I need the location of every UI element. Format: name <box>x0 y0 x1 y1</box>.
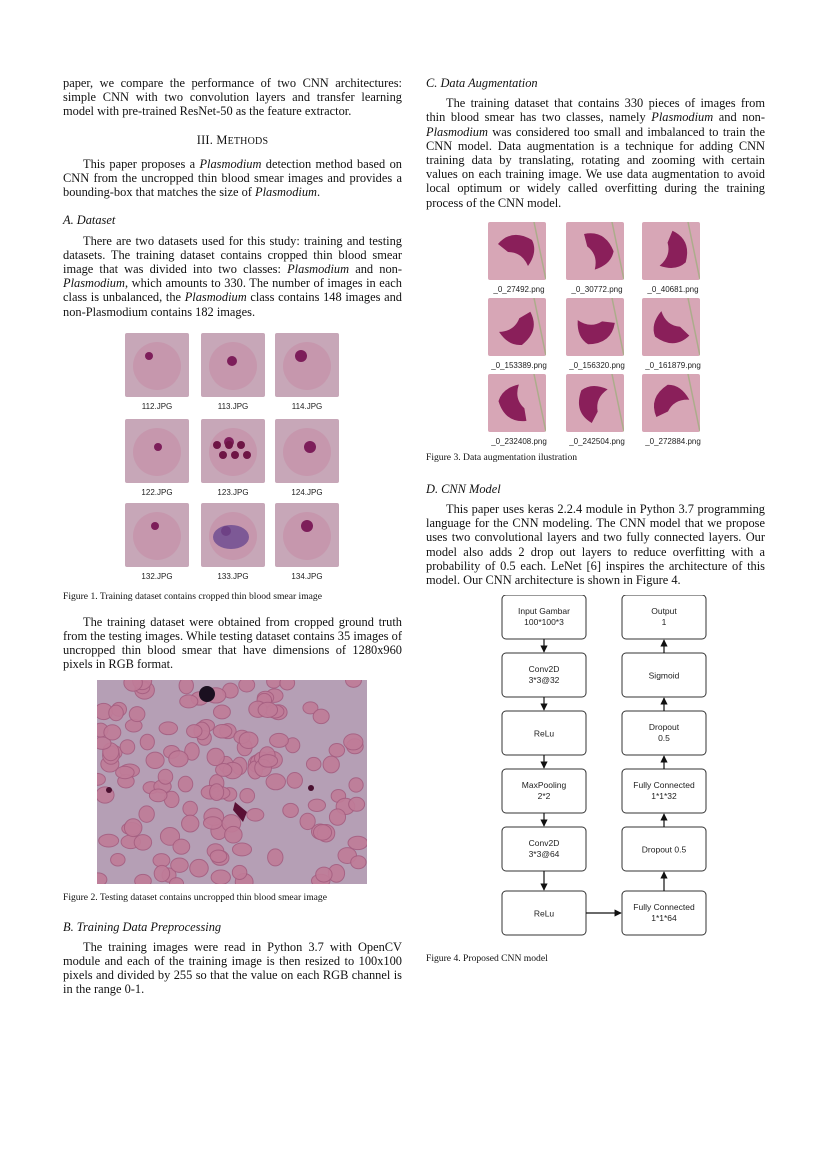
svg-text:100*100*3: 100*100*3 <box>524 617 564 628</box>
crop-label: 122.JPG <box>141 487 173 497</box>
crop-image <box>275 333 339 397</box>
figure-4-caption: Figure 4. Proposed CNN model <box>426 953 548 965</box>
preprocessing-heading: B. Training Data Preprocessing <box>63 919 222 934</box>
training-crop-tile <box>201 333 265 413</box>
training-crop-tile <box>201 503 265 583</box>
crop-image <box>201 419 265 483</box>
training-crop-tile <box>275 503 339 583</box>
figure-4 <box>426 595 765 947</box>
training-crop-tile <box>125 333 189 413</box>
figure-2 <box>63 680 402 886</box>
augmented-tile <box>566 374 636 448</box>
augmented-tile <box>642 222 712 296</box>
layer-box-left <box>502 595 586 639</box>
svg-text:Sigmoid: Sigmoid <box>648 670 680 681</box>
svg-text:Conv2D: Conv2D <box>528 664 560 675</box>
crop-label: 112.JPG <box>141 401 173 411</box>
svg-text:Fully Connected: Fully Connected <box>633 780 695 791</box>
svg-text:Conv2D: Conv2D <box>528 838 560 849</box>
layer-box-right <box>622 827 706 871</box>
svg-text:Fully Connected: Fully Connected <box>633 902 695 913</box>
augmented-label: _0_30772.png <box>571 284 623 294</box>
augmented-tile <box>642 374 712 448</box>
augmented-image <box>488 298 546 356</box>
crop-image <box>125 333 189 397</box>
figure-3 <box>426 222 765 450</box>
training-crop-tile <box>201 419 265 499</box>
left-column <box>63 76 402 997</box>
augmented-label: _0_232408.png <box>491 436 547 446</box>
training-crop-tile <box>275 419 339 499</box>
svg-text:1: 1 <box>661 617 667 628</box>
augmented-tile <box>488 222 558 296</box>
crop-label: 123.JPG <box>217 487 249 497</box>
intro-paragraph: paper, we compare the performance of two CNN architectures: simple CNN with two convolution layers and transfer learning model with pre-trained ResNet-50 as the feature extractor. <box>63 76 402 119</box>
crop-image <box>125 419 189 483</box>
svg-text:MaxPooling: MaxPooling <box>521 780 567 791</box>
svg-text:ReLu: ReLu <box>533 908 555 919</box>
augmented-image <box>488 374 546 432</box>
crop-label: 134.JPG <box>291 571 323 581</box>
svg-text:2*2: 2*2 <box>537 791 551 802</box>
dataset-heading: A. Dataset <box>63 213 116 228</box>
augmented-image <box>642 222 700 280</box>
augmented-image <box>566 298 624 356</box>
dataset-paragraph-2: The training dataset were obtained from cropped ground truth from the testing images. While testing dataset contains 35 images of uncropped thin blood smear that have dimensions of 1280x960 pixels in RGB format. <box>63 614 402 672</box>
section-title: III. METHODS <box>196 132 269 147</box>
training-crop-tile <box>275 333 339 413</box>
figure-3-caption: Figure 3. Data augmentation ilustration <box>426 451 578 463</box>
figure-1-caption: Figure 1. Training dataset contains cropped thin blood smear image <box>63 590 322 602</box>
augmented-tile <box>566 222 636 296</box>
training-crop-tile <box>125 503 189 583</box>
augmented-tile <box>488 374 558 448</box>
augmented-image <box>566 222 624 280</box>
right-column <box>426 76 765 965</box>
svg-text:Dropout 0.5: Dropout 0.5 <box>641 844 687 855</box>
crop-label: 114.JPG <box>291 401 323 411</box>
svg-text:ReLu: ReLu <box>533 728 555 739</box>
methods-paragraph: This paper proposes a Plasmodium detection method based on CNN from the uncropped thin blood smear images and provides a bounding-box that matches the size of Plasmodium. <box>63 156 402 200</box>
augmented-tile <box>642 298 712 372</box>
layer-box-left <box>502 653 586 697</box>
augmented-label: _0_40681.png <box>647 284 699 294</box>
crop-label: 113.JPG <box>217 401 249 411</box>
layer-box-right <box>622 769 706 813</box>
svg-text:Output: Output <box>651 606 677 617</box>
preprocessing-paragraph: The training images were read in Python 3.7 with OpenCV module and each of the training image is then resized to 100x100 pixels and divided by 255 so that the value on each RGB channel is in the range 0-1. <box>63 939 402 997</box>
figure-2-caption: Figure 2. Testing dataset contains uncropped thin blood smear image <box>63 891 327 903</box>
layer-box-left <box>502 769 586 813</box>
svg-text:3*3@32: 3*3@32 <box>528 675 560 686</box>
augmented-image <box>566 374 624 432</box>
crop-label: 133.JPG <box>217 571 249 581</box>
blood-smear-image <box>97 680 367 884</box>
layer-box-left <box>502 711 586 755</box>
layer-box-right <box>622 595 706 639</box>
augmented-image <box>488 222 546 280</box>
crop-image <box>125 503 189 567</box>
augmented-tile <box>566 298 636 372</box>
augmented-tile <box>488 298 558 372</box>
svg-text:1*1*32: 1*1*32 <box>651 791 677 802</box>
crop-image <box>275 503 339 567</box>
dataset-paragraph-1: There are two datasets used for this study: training and testing datasets. The training dataset contains cropped thin blood smear image that was divided into two classes: Plasmodium and non-Plasmodium, which amounts to 330. The number of images in each class is unbalanced, the Plasmodium class contains 148 images and non-Plasmodium contains 182 images. <box>63 233 402 319</box>
augmented-image <box>642 298 700 356</box>
augmented-image <box>642 374 700 432</box>
augmented-label: _0_153389.png <box>491 360 547 370</box>
training-crop-tile <box>125 419 189 499</box>
crop-label: 124.JPG <box>291 487 323 497</box>
augmented-label: _0_161879.png <box>645 360 701 370</box>
augmentation-paragraph: The training dataset that contains 330 pieces of images from thin blood smear has two classes, namely Plasmodium and non-Plasmodium was considered too small and imbalanced to train the CNN model. Data augmentation is a technique for adding CNN training data by translating, rotating and zooming with certain values on each training image. We use data augmentation to avoid local optimum or widely called overfitting during the training process of the CNN model. <box>426 96 765 210</box>
augmented-label: _0_272884.png <box>645 436 701 446</box>
svg-text:3*3@64: 3*3@64 <box>528 849 560 860</box>
cnn-architecture-diagram <box>426 595 765 947</box>
crop-image <box>201 333 265 397</box>
crop-image <box>201 503 265 567</box>
augmented-label: _0_27492.png <box>493 284 545 294</box>
svg-text:0.5: 0.5 <box>658 733 670 744</box>
crop-image <box>275 419 339 483</box>
layer-box-right <box>622 653 706 697</box>
layer-box-left <box>502 827 586 871</box>
augmentation-heading: C. Data Augmentation <box>426 76 538 90</box>
svg-text:Dropout: Dropout <box>648 722 680 733</box>
layer-box-left <box>502 891 586 935</box>
svg-text:1*1*64: 1*1*64 <box>651 913 677 924</box>
layer-box-right <box>622 711 706 755</box>
layer-box-right <box>622 891 706 935</box>
svg-text:Input Gambar: Input Gambar <box>518 606 570 617</box>
cnn-heading: D. CNN Model <box>426 481 501 496</box>
augmented-label: _0_242504.png <box>569 436 625 446</box>
figure-1 <box>63 333 402 585</box>
cnn-paragraph: This paper uses keras 2.2.4 module in Python 3.7 programming language for the CNN modeling. The CNN model that we propose uses two convolutional layers and two fully connected layers. Our model also adds 2 drop out layers to reduce overfitting with a probability of 0.5 each. LeNet [6] inspires the architecture of this model. Our CNN architecture is shown in Figure 4. <box>426 502 765 588</box>
augmented-label: _0_156320.png <box>569 360 625 370</box>
crop-label: 132.JPG <box>141 571 173 581</box>
